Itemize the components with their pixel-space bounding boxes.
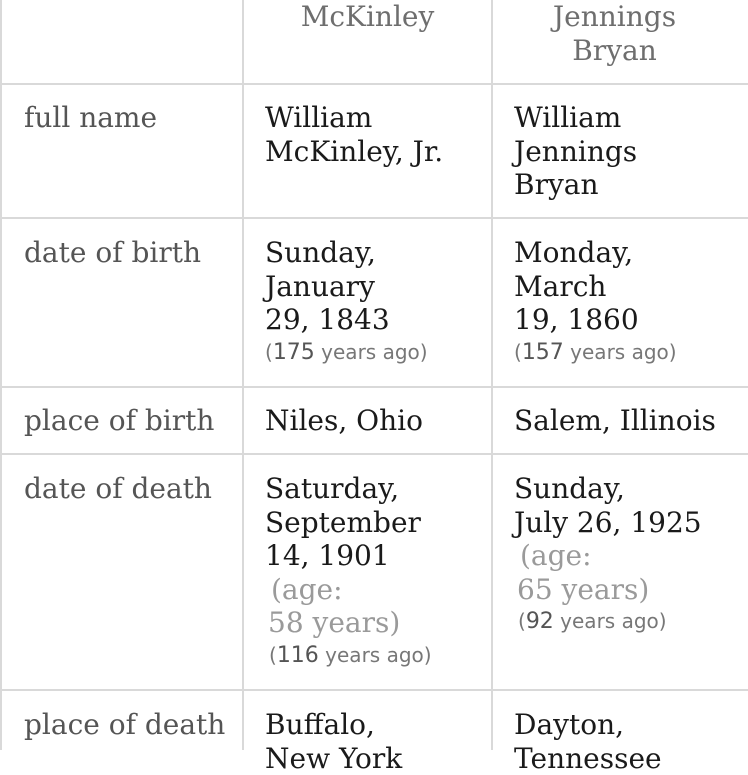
age-at-death-mckinley-value: 58 years): [268, 606, 401, 639]
years-ago-death-bryan: (92 years ago): [518, 609, 667, 634]
date-of-death-mckinley: Saturday, September 14, 1901 (age: 58 years) (116 years ago): [265, 472, 432, 671]
header-bryan-line-2: Bryan: [572, 33, 657, 67]
full-name-bryan: William Jennings Bryan: [514, 101, 638, 201]
place-of-death-bryan: Dayton, Tennessee: [514, 708, 662, 775]
row-divider-place-of-birth: [0, 453, 748, 455]
date-of-birth-mckinley: Sunday, January 29, 1843 (175 years ago): [265, 236, 428, 368]
row-label-full-name: full name: [24, 101, 158, 134]
row-divider-date-of-birth: [0, 386, 748, 388]
row-divider-header: [0, 83, 748, 85]
place-of-birth-mckinley: Niles, Ohio: [265, 404, 423, 437]
row-label-date-of-death: date of death: [24, 472, 212, 505]
header-bryan: [493, 0, 736, 67]
full-name-mckinley: William McKinley, Jr.: [265, 101, 444, 168]
row-label-place-of-birth: place of birth: [24, 404, 215, 437]
years-ago-death-mckinley: (116 years ago): [269, 642, 432, 668]
header-mckinley-line: McKinley: [300, 0, 435, 33]
row-label-date-of-birth: date of birth: [24, 236, 202, 269]
row-divider-date-of-death: [0, 689, 748, 691]
years-ago-birth-mckinley: (175 years ago): [265, 339, 428, 365]
age-at-death-bryan-value: 65 years): [517, 572, 650, 606]
place-of-birth-bryan: Salem, Illinois: [514, 404, 716, 437]
years-ago-birth-bryan: (157 years ago): [514, 339, 677, 365]
column-divider-2: [491, 0, 493, 750]
date-of-death-bryan: Sunday, July 26, 1925 (age: 65 years) (92 years ago): [514, 472, 702, 637]
age-at-death-bryan: (age:: [520, 539, 592, 572]
place-of-death-mckinley: Buffalo, New York: [265, 708, 403, 775]
row-label-place-of-death: place of death: [24, 708, 226, 741]
date-of-birth-bryan: Monday, March 19, 1860 (157 years ago): [514, 236, 677, 368]
table-border-left: [0, 0, 2, 750]
header-mckinley: [244, 0, 491, 34]
header-bryan-line-1: Jennings: [552, 0, 677, 33]
column-divider-1: [242, 0, 244, 750]
age-at-death-mckinley: (age:: [271, 572, 343, 606]
row-divider-full-name: [0, 217, 748, 219]
